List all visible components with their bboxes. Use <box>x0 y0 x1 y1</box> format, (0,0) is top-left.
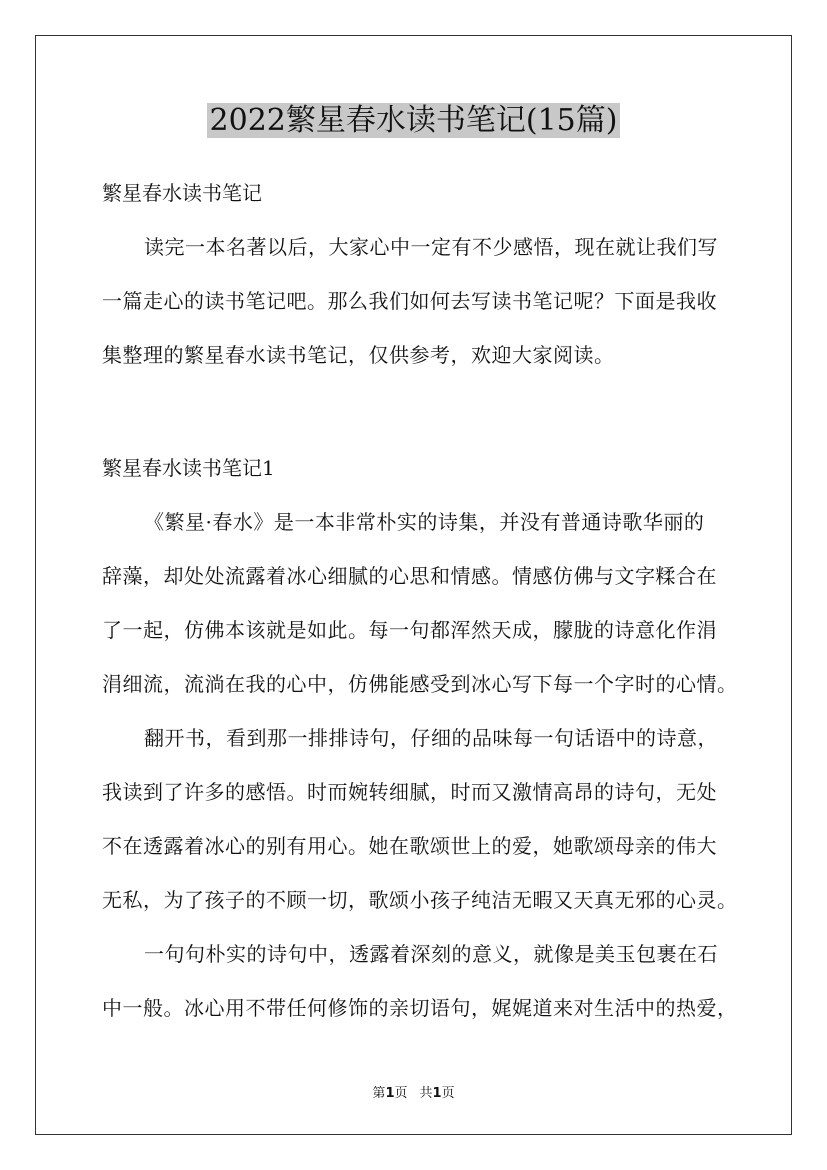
footer-total-number: 1 <box>432 1086 442 1101</box>
paragraph-line: 翻开书，看到那一排排诗句，仔细的品味每一句话语中的诗意， <box>144 726 718 750</box>
intro-paragraph <box>102 229 732 391</box>
paragraph-line: 无私，为了孩子的不顾一切，歌颂小孩子纯洁无暇又天真无邪的心灵。 <box>102 888 738 912</box>
document-body <box>102 175 738 1044</box>
footer-total-prefix: 共 <box>419 1086 433 1101</box>
section1-paragraph-2 <box>102 720 738 936</box>
footer-page-prefix: 第 <box>372 1086 386 1101</box>
footer-page-number: 1 <box>385 1086 395 1101</box>
footer-page-suffix: 页 <box>394 1086 408 1101</box>
paragraph-line: 《繁星·春水》是一本非常朴实的诗集，并没有普通诗歌华丽的 <box>144 510 705 534</box>
paragraph-line: 中一般。冰心用不带任何修饰的亲切语句，娓娓道来对生活中的热爱， <box>102 996 738 1020</box>
paragraph-line: 一句句朴实的诗句中，透露着深刻的意义，就像是美玉包裹在石 <box>144 942 718 966</box>
footer-total-suffix: 页 <box>441 1086 455 1101</box>
section1-paragraph-3 <box>102 936 738 1044</box>
section1-heading: 繁星春水读书笔记1 <box>102 456 275 480</box>
paragraph-line: 一篇走心的读书笔记吧。那么我们如何去写读书笔记呢？下面是我收 <box>102 289 717 313</box>
paragraph-line: 我读到了许多的感悟。时而婉转细腻，时而又激情高昂的诗句，无处 <box>102 780 717 804</box>
paragraph-line: 读完一本名著以后，大家心中一定有不少感悟，现在就让我们写 <box>144 235 718 259</box>
intro-heading: 繁星春水读书笔记 <box>102 181 262 205</box>
page-footer <box>0 1082 827 1101</box>
paragraph-line: 集整理的繁星春水读书笔记，仅供参考，欢迎大家阅读。 <box>102 343 615 367</box>
document-title <box>0 100 827 142</box>
paragraph-line: 涓细流，流淌在我的心中，仿佛能感受到冰心写下每一个字时的心情。 <box>102 672 738 696</box>
paragraph-line: 辞藻，却处处流露着冰心细腻的心思和情感。情感仿佛与文字糅合在 <box>102 564 717 588</box>
section-spacer <box>102 391 732 450</box>
section1-paragraph-1 <box>102 504 738 720</box>
paragraph-line: 不在透露着冰心的别有用心。她在歌颂世上的爱，她歌颂母亲的伟大 <box>102 834 717 858</box>
paragraph-line: 了一起，仿佛本该就是如此。每一句都浑然天成，朦胧的诗意化作涓 <box>102 618 717 642</box>
document-title-text: 2022繁星春水读书笔记(15篇) <box>207 103 621 138</box>
